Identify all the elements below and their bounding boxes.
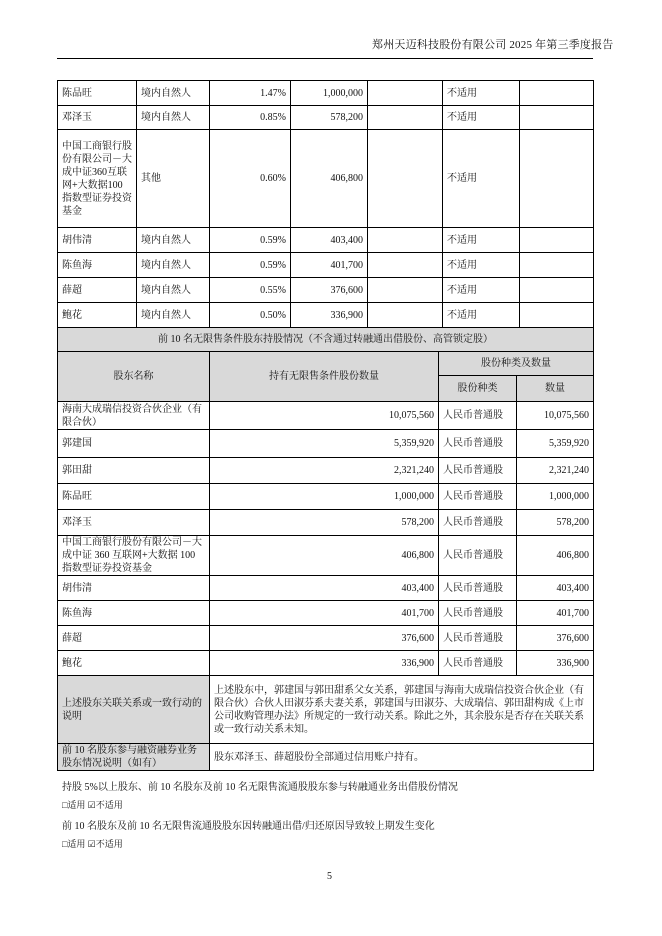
pledge-status: 不适用 <box>443 303 520 328</box>
holder-name: 鲍花 <box>58 651 210 676</box>
shareholder-type: 境内自然人 <box>137 303 210 328</box>
holding-pct: 0.59% <box>210 253 291 278</box>
holding-shares: 376,600 <box>291 278 368 303</box>
holding-shares: 1,000,000 <box>291 81 368 106</box>
table-row <box>58 651 594 676</box>
pledge-qty <box>520 303 594 328</box>
unrestricted-qty: 376,600 <box>210 626 439 651</box>
col-header-qty: 持有无限售条件股份数量 <box>210 352 439 402</box>
lending-change-note: 前 10 名股东及前 10 名无限售流通股股东因转融通出借/归还原因导致较上期发生变化 <box>62 821 435 832</box>
col-header-count: 数量 <box>517 376 594 402</box>
pledge-qty <box>520 106 594 130</box>
unrestricted-qty: 10,075,560 <box>210 402 439 430</box>
pledge-qty <box>520 228 594 253</box>
holding-shares: 406,800 <box>291 130 368 228</box>
pledge-status: 不适用 <box>443 106 520 130</box>
restricted-shares <box>368 81 443 106</box>
margin-label: 前 10 名股东参与融资融券业务股东情况说明（如有） <box>58 744 210 771</box>
share-kind: 人民币普通股 <box>439 430 517 458</box>
table-row <box>58 601 594 626</box>
share-count: 1,000,000 <box>517 484 594 510</box>
holder-name: 海南大成瑞信投资合伙企业（有限合伙） <box>58 402 210 430</box>
share-count: 376,600 <box>517 626 594 651</box>
table-row <box>58 626 594 651</box>
holder-name: 郭建国 <box>58 430 210 458</box>
holding-shares: 401,700 <box>291 253 368 278</box>
table-row <box>58 536 594 576</box>
header-divider <box>57 58 593 59</box>
share-kind: 人民币普通股 <box>439 402 517 430</box>
holding-pct: 0.85% <box>210 106 291 130</box>
share-kind: 人民币普通股 <box>439 651 517 676</box>
holding-shares: 578,200 <box>291 106 368 130</box>
shareholder-type: 境内自然人 <box>137 278 210 303</box>
holding-pct: 0.59% <box>210 228 291 253</box>
restricted-shares <box>368 228 443 253</box>
pledge-status: 不适用 <box>443 278 520 303</box>
unrestricted-qty: 578,200 <box>210 510 439 536</box>
holder-name: 中国工商银行股份有限公司－大成中证 360 互联网+大数据 100 指数型证券投资基金 <box>58 536 210 576</box>
lending-option: □适用 ☑不适用 <box>62 800 123 810</box>
unrestricted-qty: 401,700 <box>210 601 439 626</box>
pledge-qty <box>520 278 594 303</box>
share-count: 336,900 <box>517 651 594 676</box>
shareholder-name: 陈鱼海 <box>58 253 137 278</box>
holding-shares: 403,400 <box>291 228 368 253</box>
holding-pct: 0.60% <box>210 130 291 228</box>
share-count: 5,359,920 <box>517 430 594 458</box>
restricted-shares <box>368 278 443 303</box>
shareholder-name: 邓泽玉 <box>58 106 137 130</box>
pledge-status: 不适用 <box>443 228 520 253</box>
share-kind: 人民币普通股 <box>439 510 517 536</box>
holder-name: 陈品旺 <box>58 484 210 510</box>
share-count: 406,800 <box>517 536 594 576</box>
report-header: 郑州天迈科技股份有限公司 2025 年第三季度报告 <box>372 39 614 51</box>
holder-name: 郭田甜 <box>58 458 210 484</box>
table-row <box>58 510 594 536</box>
table-row <box>58 430 594 458</box>
pledge-qty <box>520 81 594 106</box>
col-header-kind-group: 股份种类及数量 <box>439 352 594 376</box>
table-row <box>58 106 594 130</box>
unrestricted-qty: 1,000,000 <box>210 484 439 510</box>
holding-shares: 336,900 <box>291 303 368 328</box>
shareholder-type: 其他 <box>137 130 210 228</box>
relation-label: 上述股东关联关系或一致行动的说明 <box>58 676 210 744</box>
unrestricted-qty: 5,359,920 <box>210 430 439 458</box>
table-row <box>58 278 594 303</box>
shareholder-name: 薛超 <box>58 278 137 303</box>
shareholder-type: 境内自然人 <box>137 81 210 106</box>
share-kind: 人民币普通股 <box>439 536 517 576</box>
margin-text: 股东邓泽玉、薛超股份全部通过信用账户持有。 <box>210 744 594 771</box>
share-kind: 人民币普通股 <box>439 484 517 510</box>
table-row <box>58 253 594 278</box>
holder-name: 陈鱼海 <box>58 601 210 626</box>
unrestricted-qty: 403,400 <box>210 576 439 601</box>
lending-note: 持股 5%以上股东、前 10 名股东及前 10 名无限售流通股股东参与转融通业务出借股份情况 <box>62 782 458 793</box>
share-kind: 人民币普通股 <box>439 458 517 484</box>
restricted-shares <box>368 253 443 278</box>
holding-pct: 0.55% <box>210 278 291 303</box>
table-row <box>58 576 594 601</box>
shareholder-name: 鲍花 <box>58 303 137 328</box>
holder-name: 胡伟清 <box>58 576 210 601</box>
share-kind: 人民币普通股 <box>439 601 517 626</box>
share-count: 2,321,240 <box>517 458 594 484</box>
table-row <box>58 458 594 484</box>
share-kind: 人民币普通股 <box>439 626 517 651</box>
col-header-name: 股东名称 <box>58 352 210 402</box>
pledge-qty <box>520 130 594 228</box>
table-row <box>58 484 594 510</box>
table-row <box>58 130 594 228</box>
table-row <box>58 303 594 328</box>
restricted-shares <box>368 303 443 328</box>
restricted-shares <box>368 106 443 130</box>
holder-name: 邓泽玉 <box>58 510 210 536</box>
table-row <box>58 402 594 430</box>
unrestricted-qty: 406,800 <box>210 536 439 576</box>
shareholder-name: 胡伟清 <box>58 228 137 253</box>
unrestricted-shareholders-table <box>57 327 594 771</box>
restricted-shares <box>368 130 443 228</box>
share-kind: 人民币普通股 <box>439 576 517 601</box>
pledge-status: 不适用 <box>443 81 520 106</box>
unrestricted-qty: 336,900 <box>210 651 439 676</box>
unrestricted-title: 前 10 名无限售条件股东持股情况（不含通过转融通出借股份、高管锁定股） <box>58 328 594 352</box>
share-count: 401,700 <box>517 601 594 626</box>
col-header-kind: 股份种类 <box>439 376 517 402</box>
page-number: 5 <box>327 871 332 882</box>
shareholder-type: 境内自然人 <box>137 228 210 253</box>
lending-change-option: □适用 ☑不适用 <box>62 839 123 849</box>
share-count: 403,400 <box>517 576 594 601</box>
relation-text: 上述股东中，郭建国与郭田甜系父女关系，郭建国与海南大成瑞信投资合伙企业（有限合伙）合伙人田淑芬系夫妻关系，郭建国与田淑芬、大成瑞信、郭田甜构成《上市公司收购管理办法》所规定的一致行动关系。除此之外，其余股东是否存在关联关系或一致行动关系未知。 <box>210 676 594 744</box>
top10-shareholders-table <box>57 80 594 328</box>
pledge-status: 不适用 <box>443 253 520 278</box>
table-row <box>58 81 594 106</box>
shareholder-name: 陈品旺 <box>58 81 137 106</box>
pledge-qty <box>520 253 594 278</box>
shareholder-type: 境内自然人 <box>137 106 210 130</box>
share-count: 10,075,560 <box>517 402 594 430</box>
unrestricted-qty: 2,321,240 <box>210 458 439 484</box>
holding-pct: 0.50% <box>210 303 291 328</box>
pledge-status: 不适用 <box>443 130 520 228</box>
holding-pct: 1.47% <box>210 81 291 106</box>
holder-name: 薛超 <box>58 626 210 651</box>
share-count: 578,200 <box>517 510 594 536</box>
shareholder-name: 中国工商银行股份有限公司－大成中证360互联网+大数据100指数型证券投资基金 <box>58 130 137 228</box>
shareholder-type: 境内自然人 <box>137 253 210 278</box>
table-row <box>58 228 594 253</box>
